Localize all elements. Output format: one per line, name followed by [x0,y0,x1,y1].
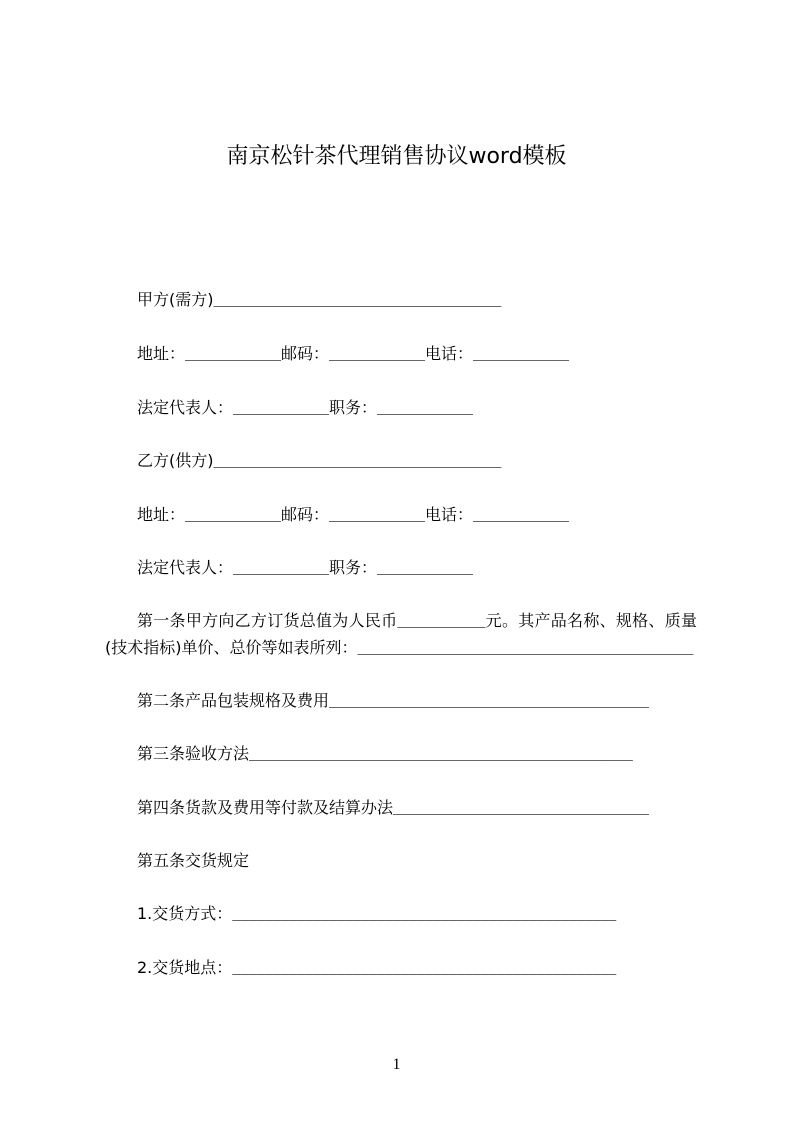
delivery-method-blank: ________________________________________________ [232,909,617,924]
party-a-address-label: 地址： [137,344,186,363]
article-3-blank: ________________________________________________ [249,749,633,764]
article-5-item-2 [137,958,616,981]
party-a-postcode-blank: ____________ [329,349,425,364]
article-1-table-blank: __________________________________________ [357,643,694,658]
party-a-position-label: 职务： [329,398,378,417]
party-a-rep-label: 法定代表人： [137,398,234,417]
party-a-blank: ____________________________________ [213,295,502,310]
party-b-position-blank: ____________ [377,563,473,578]
article-5-heading [137,851,249,871]
article-2-line [137,691,649,714]
party-b-postcode-label: 邮码： [281,505,330,524]
article-1-amount-blank: ___________ [397,616,486,631]
article-1-line-1 [137,611,697,634]
party-a-rep-blank: ____________ [233,403,329,418]
party-a-contact-line [137,344,569,367]
article-1-line-2 [105,638,693,661]
party-b-line [137,451,501,474]
party-b-rep-blank: ____________ [233,563,329,578]
article-1-text-c: (技术指标)单价、总价等如表所列： [105,638,358,657]
party-a-postcode-label: 邮码： [281,344,330,363]
delivery-location-label: 2.交货地点： [137,958,233,977]
article-5-item-1 [137,904,616,927]
article-4-text: 第四条货款及费用等付款及结算办法 [137,798,394,817]
party-b-rep-label: 法定代表人： [137,558,234,577]
article-2-blank: ________________________________________ [329,696,649,711]
party-b-phone-label: 电话： [425,505,474,524]
party-a-line [137,290,501,313]
article-1-text-a: 第一条甲方向乙方订货总值为人民币 [137,611,398,630]
delivery-location-blank: ________________________________________________ [232,963,617,978]
party-b-contact-line [137,505,569,528]
party-b-blank: ____________________________________ [213,456,502,471]
party-b-phone-blank: ____________ [473,510,569,525]
article-3-text: 第三条验收方法 [137,744,250,763]
party-a-address-blank: ____________ [185,349,281,364]
party-b-address-blank: ____________ [185,510,281,525]
party-b-position-label: 职务： [329,558,378,577]
party-a-phone-blank: ____________ [473,349,569,364]
article-4-blank: ________________________________ [393,803,649,818]
party-b-representative-line [137,558,473,581]
party-a-phone-label: 电话： [425,344,474,363]
page-number: 1 [392,1056,401,1073]
party-a-representative-line [137,398,473,421]
article-4-line [137,798,649,821]
article-1-text-b: 元。其产品名称、规格、质量 [485,611,697,630]
party-b-address-label: 地址： [137,505,186,524]
party-b-postcode-blank: ____________ [329,510,425,525]
article-2-text: 第二条产品包装规格及费用 [137,691,330,710]
delivery-method-label: 1.交货方式： [137,904,233,923]
document-title: 南京松针茶代理销售协议word模板 [226,144,567,169]
article-5-text: 第五条交货规定 [137,851,250,870]
article-3-line [137,744,633,767]
party-b-label: 乙方(供方) [137,451,214,470]
party-a-position-blank: ____________ [377,403,473,418]
party-a-label: 甲方(需方) [137,290,214,309]
